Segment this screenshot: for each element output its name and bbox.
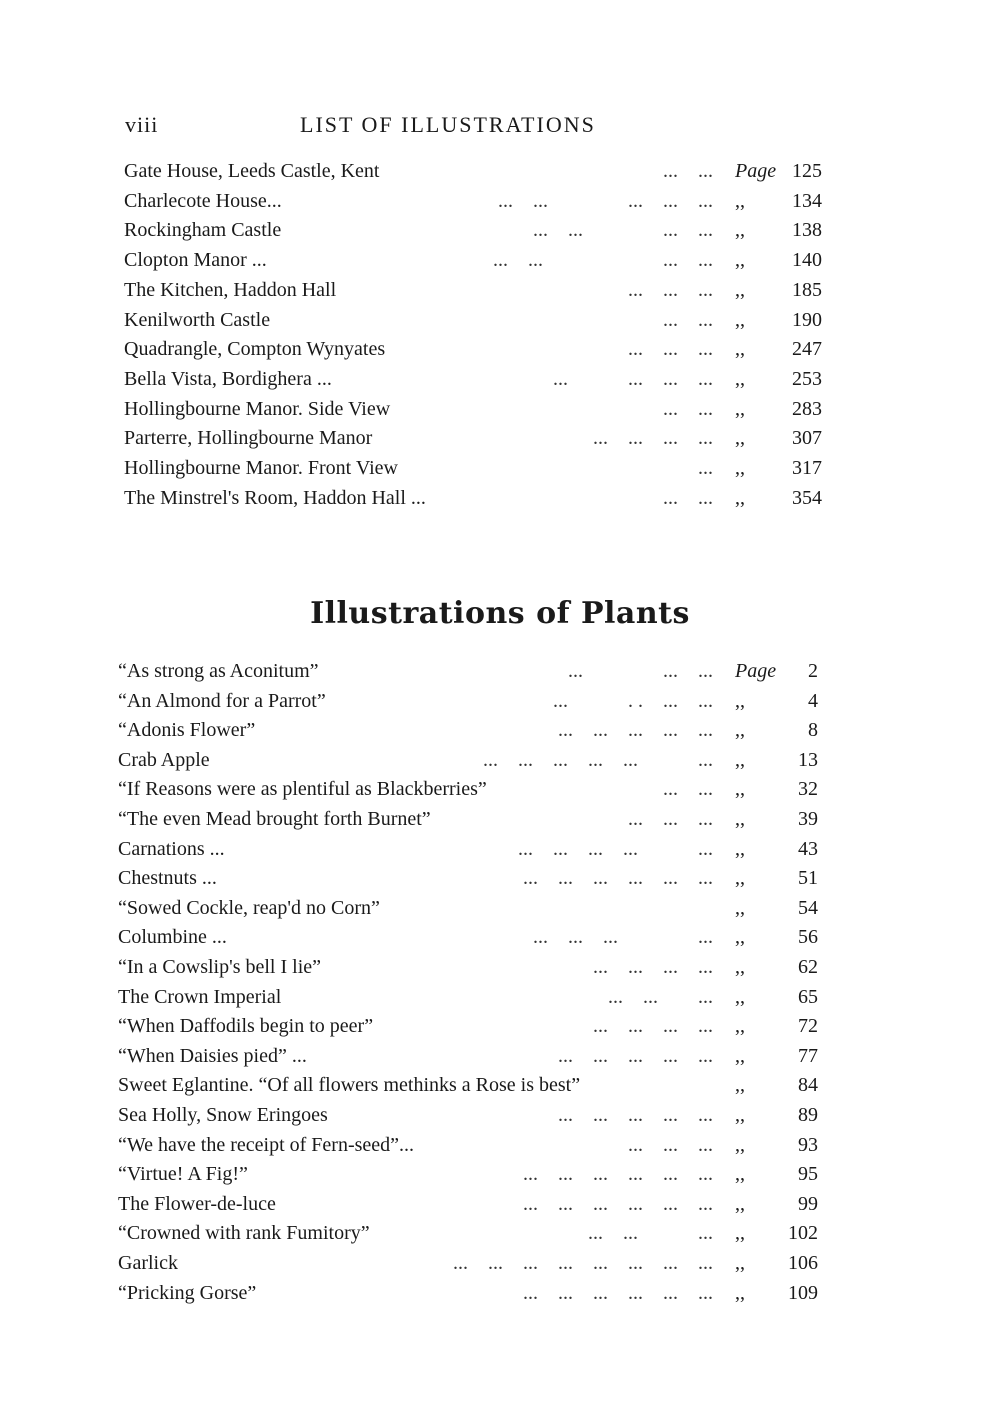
- entry-title: Quadrangle, Compton Wynyates: [124, 338, 386, 361]
- illustration-entry: [118, 897, 818, 927]
- page-number: 95: [798, 1163, 818, 1186]
- page-ditto: ,,: [735, 427, 745, 450]
- illustration-entry: [124, 309, 822, 339]
- illustration-entry: [124, 338, 822, 368]
- page-ditto: ,,: [735, 308, 745, 331]
- illustration-entry: [124, 279, 822, 309]
- page-ditto: ,,: [735, 956, 745, 978]
- page-ditto: ,,: [735, 1044, 745, 1067]
- page-ditto: ,,: [735, 278, 745, 301]
- page-ditto: Page: [735, 160, 777, 182]
- dot-leader: ... ... ... ...: [533, 926, 713, 949]
- entry-title: “Adonis Flower”: [118, 719, 256, 742]
- illustration-entry: [124, 487, 822, 517]
- entry-title: “Virtue! A Fig!”: [118, 1163, 248, 1186]
- entry-title: The Minstrel's Room, Haddon Hall ...: [124, 486, 426, 509]
- illustration-entry: [118, 1222, 818, 1252]
- page-number: 32: [798, 778, 818, 801]
- illustration-entry: [118, 956, 818, 986]
- illustration-entry: [118, 1252, 818, 1282]
- page-ditto: ,,: [735, 985, 745, 1008]
- page-number: 185: [792, 278, 822, 301]
- entry-title: Carnations ...: [118, 837, 225, 860]
- page-number: 190: [792, 308, 822, 331]
- dot-leader: ... ... ...: [568, 660, 713, 682]
- page-ditto: ,,: [735, 926, 745, 949]
- dot-leader: ... ... ...: [628, 278, 713, 301]
- page-ditto: ,,: [735, 748, 745, 771]
- entry-title: Sea Holly, Snow Eringoes: [118, 1104, 328, 1126]
- page-ditto: ,,: [735, 808, 745, 830]
- dot-leader: ... ...: [663, 308, 713, 331]
- page-number: 317: [792, 457, 822, 479]
- illustration-entry: [118, 1134, 818, 1164]
- page-ditto: ,,: [735, 367, 745, 390]
- dot-leader: ... ... ... ...: [593, 1015, 713, 1038]
- page-number: 253: [792, 367, 822, 390]
- entry-title: “In a Cowslip's bell I lie”: [118, 956, 321, 978]
- entry-title: Crab Apple: [118, 748, 210, 771]
- dot-leader: ... ... ... ... ...: [558, 719, 713, 742]
- page-ditto: ,,: [735, 1252, 745, 1274]
- entry-title: “We have the receipt of Fern-seed”...: [118, 1133, 415, 1156]
- page-ditto: ,,: [735, 837, 745, 860]
- illustration-entry: [118, 1193, 818, 1223]
- page-ditto: ,,: [735, 867, 745, 890]
- page-ditto: ,,: [735, 1222, 745, 1245]
- page-number: 247: [792, 338, 822, 361]
- entry-title: The Kitchen, Haddon Hall: [124, 278, 337, 301]
- page-number: 56: [798, 926, 818, 949]
- page-number: 134: [792, 189, 822, 212]
- dot-leader: ... ... ...: [628, 808, 713, 830]
- page-number: 2: [808, 660, 818, 682]
- dot-leader: ... ... ...: [608, 985, 713, 1008]
- dot-leader: ... ... ... ... ...: [518, 837, 713, 860]
- illustration-entry: [118, 778, 818, 808]
- illustration-entry: [118, 867, 818, 897]
- dot-leader: ... ... ... ... ...: [558, 1104, 713, 1126]
- illustration-entry: [124, 368, 822, 398]
- entry-title: Hollingbourne Manor. Front View: [124, 457, 398, 479]
- page-title: LIST OF ILLUSTRATIONS: [300, 112, 596, 137]
- plants-section-heading: Illustrations of Plants: [310, 596, 690, 631]
- illustration-entry: [124, 190, 822, 220]
- entry-title: Sweet Eglantine. “Of all flowers methinks a Rose is best”: [118, 1074, 581, 1097]
- dot-leader: ... ... ... ...: [593, 427, 713, 450]
- page-ditto: ,,: [735, 1015, 745, 1038]
- entry-title: “Crowned with rank Fumitory”: [118, 1222, 370, 1245]
- page-ditto: ,,: [735, 249, 745, 272]
- illustration-entry: [124, 160, 822, 190]
- illustration-entry: [118, 1282, 818, 1312]
- illustration-entry: [118, 808, 818, 838]
- illustration-entry: [118, 1104, 818, 1134]
- page-ditto: ,,: [735, 778, 745, 801]
- entry-title: “Sowed Cockle, reap'd no Corn”: [118, 896, 380, 919]
- dot-leader: ...: [698, 457, 713, 479]
- entry-title: “Pricking Gorse”: [118, 1281, 257, 1304]
- dot-leader: ... ... ...: [588, 1222, 713, 1245]
- page-ditto: ,,: [735, 1192, 745, 1215]
- entry-title: Parterre, Hollingbourne Manor: [124, 427, 373, 450]
- page-number: 125: [792, 160, 822, 182]
- page-number: 62: [798, 956, 818, 978]
- page-number: 65: [798, 985, 818, 1008]
- dot-leader: ... ... ... ... ... ...: [523, 867, 713, 890]
- page-number: 138: [792, 219, 822, 242]
- dot-leader: ... ... ... ...: [533, 219, 713, 242]
- page-folio: viii: [125, 112, 159, 137]
- entry-title: Bella Vista, Bordighera ...: [124, 367, 332, 390]
- illustration-entry: [118, 1045, 818, 1075]
- illustration-entry: [118, 1163, 818, 1193]
- page-number: 354: [792, 486, 822, 509]
- page-ditto: ,,: [735, 1281, 745, 1304]
- entry-title: “If Reasons were as plentiful as Blackberries”: [118, 778, 487, 801]
- entry-title: Chestnuts ...: [118, 867, 217, 890]
- dot-leader: ... ...: [663, 397, 713, 420]
- entry-title: “When Daisies pied” ...: [118, 1044, 307, 1067]
- dot-leader: ... ... ... ... ... ...: [523, 1163, 713, 1186]
- dot-leader: ... ... ... ...: [553, 367, 713, 390]
- dot-leader: ... ... ... ... ... ...: [483, 748, 713, 771]
- page-number: 4: [808, 689, 818, 712]
- entry-title: Garlick: [118, 1252, 178, 1274]
- page-number: 140: [792, 249, 822, 272]
- page-ditto: ,,: [735, 338, 745, 361]
- entry-title: Kenilworth Castle: [124, 308, 271, 331]
- dot-leader: ... ... ... ...: [593, 956, 713, 978]
- page-number: 106: [788, 1252, 818, 1274]
- entry-title: “An Almond for a Parrot”: [118, 689, 326, 712]
- illustration-entry: [118, 926, 818, 956]
- page-number: 77: [798, 1044, 818, 1067]
- illustration-entry: [118, 749, 818, 779]
- page-number: 283: [792, 397, 822, 420]
- page-ditto: ,,: [735, 1104, 745, 1126]
- entry-title: “When Daffodils begin to peer”: [118, 1015, 374, 1038]
- entry-title: Hollingbourne Manor. Side View: [124, 397, 391, 420]
- illustration-entry: [118, 719, 818, 749]
- page-ditto: ,,: [735, 1133, 745, 1156]
- entry-title: Columbine ...: [118, 926, 227, 949]
- page-ditto: ,,: [735, 397, 745, 420]
- entry-title: “The even Mead brought forth Burnet”: [118, 808, 431, 830]
- illustration-entry: [118, 690, 818, 720]
- dot-leader: ... ... ...: [628, 1133, 713, 1156]
- page-number: 307: [792, 427, 822, 450]
- page-ditto: ,,: [735, 689, 745, 712]
- dot-leader: ... ... ... ... ... ...: [523, 1281, 713, 1304]
- dot-leader: ... ...: [663, 486, 713, 509]
- illustration-entry: [124, 427, 822, 457]
- dot-leader: ... ... ... ... ...: [498, 189, 713, 212]
- dot-leader: ... ...: [663, 778, 713, 801]
- page-number: 39: [798, 808, 818, 830]
- dot-leader: ... ... ... ... ...: [558, 1044, 713, 1067]
- dot-leader: ... ... ... ... ... ...: [523, 1192, 713, 1215]
- dot-leader: ... ... ... ...: [493, 249, 713, 272]
- dot-leader: ... ... ...: [628, 338, 713, 361]
- page-number: 109: [788, 1281, 818, 1304]
- page-ditto: ,,: [735, 1163, 745, 1186]
- page-number: 43: [798, 837, 818, 860]
- page-number: 13: [798, 748, 818, 771]
- page-number: 93: [798, 1133, 818, 1156]
- page-number: 54: [798, 896, 818, 919]
- illustration-entry: [124, 398, 822, 428]
- page-number: 84: [798, 1074, 818, 1097]
- entry-title: “As strong as Aconitum”: [118, 660, 319, 682]
- entry-title: The Crown Imperial: [118, 985, 282, 1008]
- dot-leader: ... ... ... ... ... ... ... ...: [453, 1252, 713, 1274]
- illustration-entry: [118, 1015, 818, 1045]
- page-ditto: ,,: [735, 486, 745, 509]
- entry-title: Clopton Manor ...: [124, 249, 267, 272]
- page-ditto: Page: [735, 660, 777, 682]
- page-number: 51: [798, 867, 818, 890]
- page-ditto: ,,: [735, 457, 745, 479]
- page-ditto: ,,: [735, 719, 745, 742]
- page-ditto: ,,: [735, 189, 745, 212]
- entry-title: Charlecote House...: [124, 189, 282, 212]
- page-number: 8: [808, 719, 818, 742]
- page-ditto: ,,: [735, 1074, 745, 1097]
- dot-leader: ... . . ... ...: [553, 689, 713, 712]
- illustration-entry: [118, 660, 818, 690]
- entry-title: Rockingham Castle: [124, 219, 282, 242]
- entry-title: The Flower-de-luce: [118, 1192, 276, 1215]
- entry-title: Gate House, Leeds Castle, Kent: [124, 160, 380, 182]
- page-ditto: ,,: [735, 896, 745, 919]
- illustration-entry: [124, 457, 822, 487]
- illustration-entry: [124, 249, 822, 279]
- illustration-entry: [118, 838, 818, 868]
- page-number: 72: [798, 1015, 818, 1038]
- illustration-entry: [118, 1074, 818, 1104]
- page-number: 99: [798, 1192, 818, 1215]
- dot-leader: ... ...: [663, 160, 713, 182]
- page-number: 102: [788, 1222, 818, 1245]
- page-ditto: ,,: [735, 219, 745, 242]
- illustration-entry: [118, 986, 818, 1016]
- page-number: 89: [798, 1104, 818, 1126]
- illustration-entry: [124, 219, 822, 249]
